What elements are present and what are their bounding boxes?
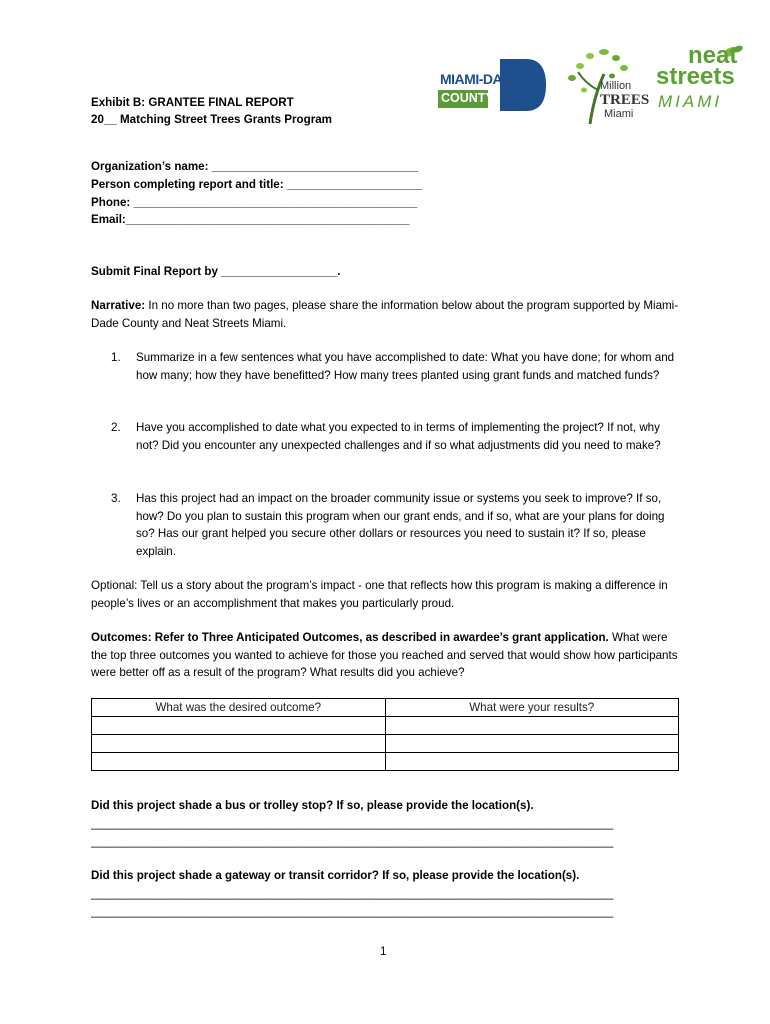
organization-name-field[interactable]: Organization’s name: ________________________________ <box>91 160 419 173</box>
page-number: 1 <box>380 945 387 958</box>
outcomes-text: What were the top three outcomes you wanted to achieve for those you reached and served that would show how participants were better off as a result of the program? What results did you achieve? <box>91 631 678 679</box>
question-3-number: 3. <box>111 492 121 505</box>
desired-outcome-cell[interactable] <box>92 753 386 771</box>
narrative-text: In no more than two pages, please share the information below about the program supported by Miami-Dade County and Neat Streets Miami. <box>91 299 679 330</box>
bus-stop-answer-line-2[interactable]: _________________________________________________________________________________ <box>91 835 614 848</box>
submit-final-report-line <box>91 263 340 281</box>
trees-logo-line3: Miami <box>604 108 634 120</box>
results-cell[interactable] <box>385 717 679 735</box>
desired-outcome-header: What was the desired outcome? <box>92 699 386 717</box>
question-1-number: 1. <box>111 351 121 364</box>
mdc-logo-line2: COUNTY <box>441 91 494 105</box>
table-row <box>92 717 679 735</box>
exhibit-title: Exhibit B: GRANTEE FINAL REPORT <box>91 96 294 109</box>
phone-field[interactable]: Phone: ____________________________________________ <box>91 196 418 209</box>
program-title: 20__ Matching Street Trees Grants Program <box>91 113 332 126</box>
neat-logo-line3: MIAMI <box>658 92 723 111</box>
table-row <box>92 753 679 771</box>
submit-period: . <box>337 265 341 278</box>
question-2-text: Have you accomplished to date what you expected to in terms of implementing the project? If not, why not? Did you encounter any unexpected challenges and if so what adjustments did you need to make? <box>136 421 661 452</box>
outcomes-table <box>91 698 679 771</box>
desired-outcome-cell[interactable] <box>92 717 386 735</box>
table-row <box>92 735 679 753</box>
million-trees-miami-logo <box>560 46 650 126</box>
outcomes-paragraph <box>91 629 681 682</box>
outcomes-label: Outcomes: Refer to Three Anticipated Outcomes, as described in awardee’s grant application. <box>91 631 609 644</box>
results-header: What were your results? <box>385 699 679 717</box>
question-3-text: Has this project had an impact on the broader community issue or systems you seek to improve? If so, how? Do you plan to sustain this program when our grant ends, and if so, what are your plans for doing so? Has our grant helped you secure other dollars or resources you need to sustain it? If so, please explain. <box>136 492 665 558</box>
submit-label: Submit Final Report by <box>91 265 222 278</box>
neat-streets-miami-logo <box>654 44 746 114</box>
gateway-answer-line-2[interactable]: _________________________________________________________________________________ <box>91 905 614 918</box>
trees-logo-line1: Million <box>600 80 632 92</box>
gateway-corridor-question: Did this project shade a gateway or transit corridor? If so, please provide the location(s). <box>91 869 580 882</box>
person-completing-field[interactable]: Person completing report and title: _____________________ <box>91 178 423 191</box>
neat-logo-line1: neat <box>688 42 738 69</box>
desired-outcome-cell[interactable] <box>92 735 386 753</box>
table-header-row <box>92 699 679 717</box>
results-cell[interactable] <box>385 735 679 753</box>
question-2-number: 2. <box>111 421 121 434</box>
narrative-label: Narrative: <box>91 299 146 312</box>
mdc-logo-line1: MIAMI-DADE <box>440 71 521 87</box>
results-cell[interactable] <box>385 753 679 771</box>
miami-dade-county-logo <box>438 57 548 113</box>
trees-logo-line2: TREES <box>600 92 650 108</box>
bus-stop-question: Did this project shade a bus or trolley stop? If so, please provide the location(s). <box>91 799 534 812</box>
narrative-paragraph <box>91 297 681 332</box>
question-1-text: Summarize in a few sentences what you have accomplished to date: What you have done; for whom and how many; how they have benefitted? How many trees planted using grant funds and matched funds? <box>136 351 675 382</box>
gateway-answer-line-1[interactable]: _________________________________________________________________________________ <box>91 887 614 900</box>
neat-logo-line2: streets <box>656 63 735 90</box>
bus-stop-answer-line-1[interactable]: _________________________________________________________________________________ <box>91 817 614 830</box>
optional-story-paragraph: Optional: Tell us a story about the program’s impact - one that reflects how this program is making a difference in people’s lives or an accomplishment that makes you particularly proud. <box>91 579 668 610</box>
submit-date-field[interactable]: __________________ <box>221 265 338 278</box>
email-field[interactable]: Email:____________________________________________ <box>91 213 410 226</box>
